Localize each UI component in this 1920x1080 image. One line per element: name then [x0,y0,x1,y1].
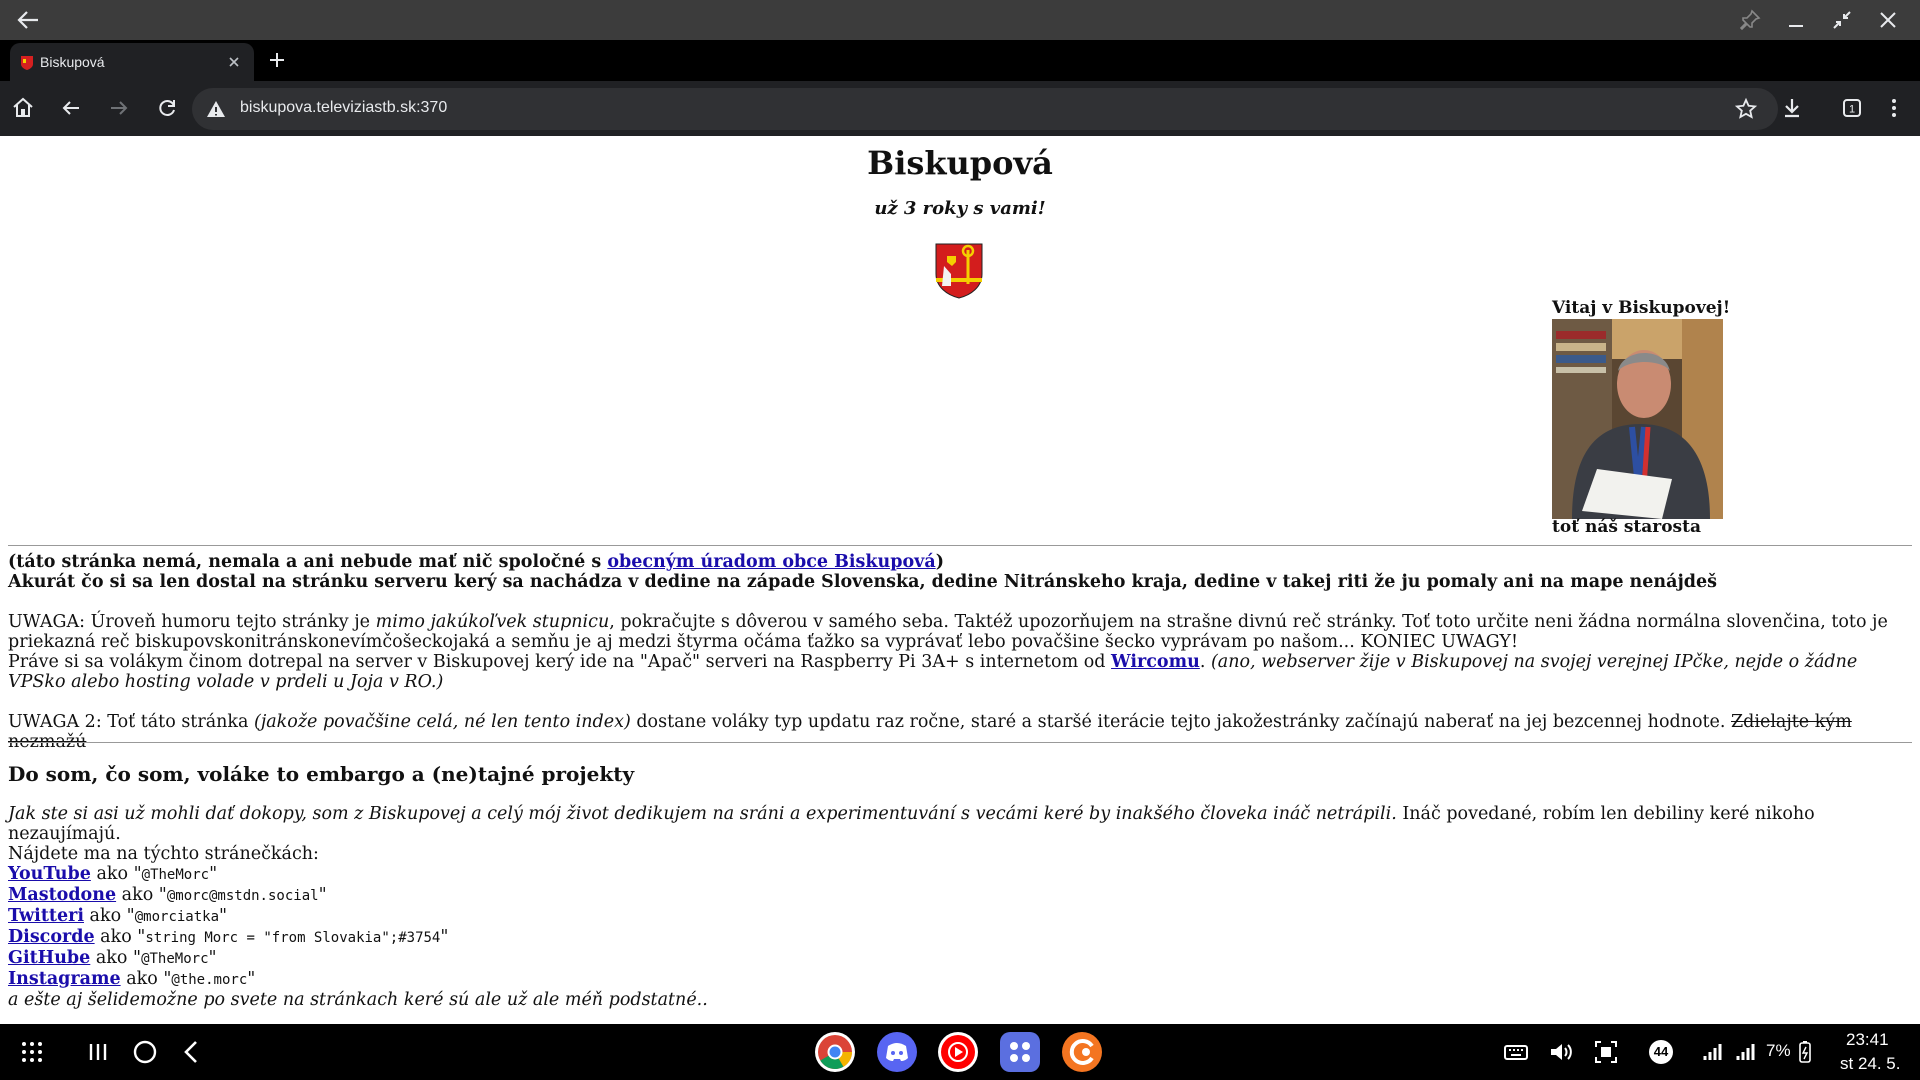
address-bar[interactable] [192,88,1778,130]
find-me-label: Nájdete ma na týchto stránečkách: [8,844,319,864]
social-links [8,844,1912,1010]
pin-icon[interactable] [1736,6,1764,34]
chrome-app-icon[interactable] [815,1032,855,1072]
close-tab-icon[interactable] [224,52,244,72]
home-icon[interactable] [9,94,37,122]
tab-strip [0,40,1920,81]
list-item: GitHube ako "@TheMorc" [8,948,217,968]
url-text[interactable]: biskupova.televiziastb.sk:370 [240,99,448,116]
instagram-link[interactable]: Instagrame [8,969,121,989]
forward-icon[interactable] [105,94,133,122]
mastodon-link[interactable]: Mastodone [8,885,117,905]
list-item: YouTube ako "@TheMorc" [8,864,218,884]
reload-icon[interactable] [153,94,181,122]
list-item: Discorde ako "string Morc = "from Slovakia";#3754" [8,927,449,947]
signal-2-icon [1733,1038,1761,1066]
welcome-heading: Vitaj v Biskupovej! [1552,298,1731,318]
twitter-link[interactable]: Twitteri [8,906,84,926]
menu-kebab-icon[interactable] [1880,94,1908,122]
youtube-link[interactable]: YouTube [8,864,91,884]
minimize-icon[interactable] [1782,6,1810,34]
bookmark-star-icon[interactable] [1734,97,1758,121]
home-circle-icon[interactable] [131,1038,159,1066]
notification-count: 44 [1653,1044,1669,1059]
volume-icon[interactable] [1547,1038,1575,1066]
page-title: Biskupová [867,144,1053,182]
uwaga-warning: UWAGA: Úroveň humoru tejto stránky je mimo jakúkoľvek stupnicu, pokračujte s dôverou v samého seba. Taktéž upozorňujem na strašne divnú reč stránky. Toť toto určite neni žádna normálna slovenčina, toto je priekazná reč biskupovskonitránskonevímčošeckojaká a semňu je aj medzi štyrma očáma ťažko sa vyprávať lebo povačšine šecko vyprávam po našom... KONIEC UWAGY! Práve si sa volákym činom dotrepal na server v Biskupovej kerý ide na "Apač" serveri na Raspberry Pi 3A+ s internetom od Wircomu. (ano, webserver žije v Biskupovej na svojej verejnej IPčke, nejde o žádne VPSko alebo hosting volade v prdeli u Joja v RO.) [8,612,1888,692]
disclaimer: (táto stránka nemá, nemala a ani nebude mať nič spoločné s obecným úradom obce Biskupová) Akurát čo si sa len dostal na stránku serveru kerý sa nachádza v dedine na západe Slovenska, dedine Nitránskeho kraja, dedine v takej riti že ju pomaly ani na mape nenájdeš [8,552,1718,592]
signal-icon [1700,1038,1728,1066]
intro-text: Akurát čo si sa len dostal na stránku serveru kerý sa nachádza v dedine na západe Slovenska, dedine Nitránskeho kraja, dedine v takej riti že ju pomaly ani na mape nenájdeš [8,572,1718,592]
youtube-music-app-icon[interactable] [938,1032,978,1072]
discord-link[interactable]: Discorde [8,927,95,947]
divider [8,742,1912,743]
list-item: Instagrame ako "@the.morc" [8,969,256,989]
divider [8,545,1912,546]
page-tagline: už 3 roky s vami! [874,198,1046,219]
window-title-bar [0,0,1920,40]
keyboard-icon[interactable] [1502,1038,1530,1066]
list-item: Mastodone ako "@morc@mstdn.social" [8,885,327,905]
mayor-photo [1552,319,1723,519]
new-tab-icon[interactable] [265,48,289,72]
notification-count-badge[interactable] [1647,1038,1675,1066]
github-link[interactable]: GitHube [8,948,91,968]
not-secure-warning-icon[interactable] [206,99,226,119]
municipal-office-link[interactable]: obecným úradom obce Biskupová [607,552,936,572]
uwaga2-warning: UWAGA 2: Toť táto stránka (jakože povačšine celá, né len tento index) dostane voláky typ updatu raz ročne, staré a staršé iterácie tejto jakožestránky začínajú naberať na jej bezcennej hodnote. Zdielajte kým nezmažú [8,712,1852,752]
recents-icon[interactable] [84,1038,112,1066]
section-heading: Do som, čo som, voláke to embargo a (ne)tajné projekty [8,762,635,786]
battery-charging-icon [1797,1038,1813,1066]
discord-app-icon[interactable] [877,1032,917,1072]
browser-toolbar [0,81,1920,136]
restore-window-icon[interactable] [1828,6,1856,34]
tab-title: Biskupová [40,54,105,70]
crunchyroll-app-icon[interactable] [1062,1032,1102,1072]
mayor-caption: toť náš starosta [1552,517,1701,537]
svg-text:1: 1 [1848,103,1856,116]
back-arrow-icon[interactable] [14,6,42,34]
list-item: Twitteri ako "@morciatka" [8,906,228,926]
crest-favicon-icon [20,55,34,70]
village-crest-icon [934,242,984,300]
battery-percent: 7% [1766,1041,1791,1060]
about-text: Jak ste si asi už mohli dať dokopy, som z Biskupovej a celý mój život dedikujem na sráni a experimentuvání s vecámi keré by inakšého človeka ináč netrápili. Ináč povedané, robím len debiliny keré nikoho nezaujímajú. [8,804,1815,844]
screenshot-icon[interactable] [1592,1038,1620,1066]
outro-text: a ešte aj šelidemožne po svete na stránkach keré sú ale už ale méň podstatné.. [8,990,708,1010]
tab-switcher-icon[interactable] [1838,94,1866,122]
app-folder-icon[interactable] [1000,1032,1040,1072]
download-icon[interactable] [1778,94,1806,122]
clock-date: st 24. 5. [1840,1054,1901,1073]
clock-time: 23:41 [1846,1030,1889,1049]
close-window-icon[interactable] [1874,6,1902,34]
wircom-link[interactable]: Wircomu [1111,652,1200,672]
back-icon[interactable] [57,94,85,122]
android-taskbar [0,1024,1920,1080]
tab-biskupova[interactable] [10,43,254,81]
web-page-content [0,136,1920,1024]
app-drawer-icon[interactable] [18,1038,46,1066]
nav-back-icon[interactable] [178,1038,206,1066]
